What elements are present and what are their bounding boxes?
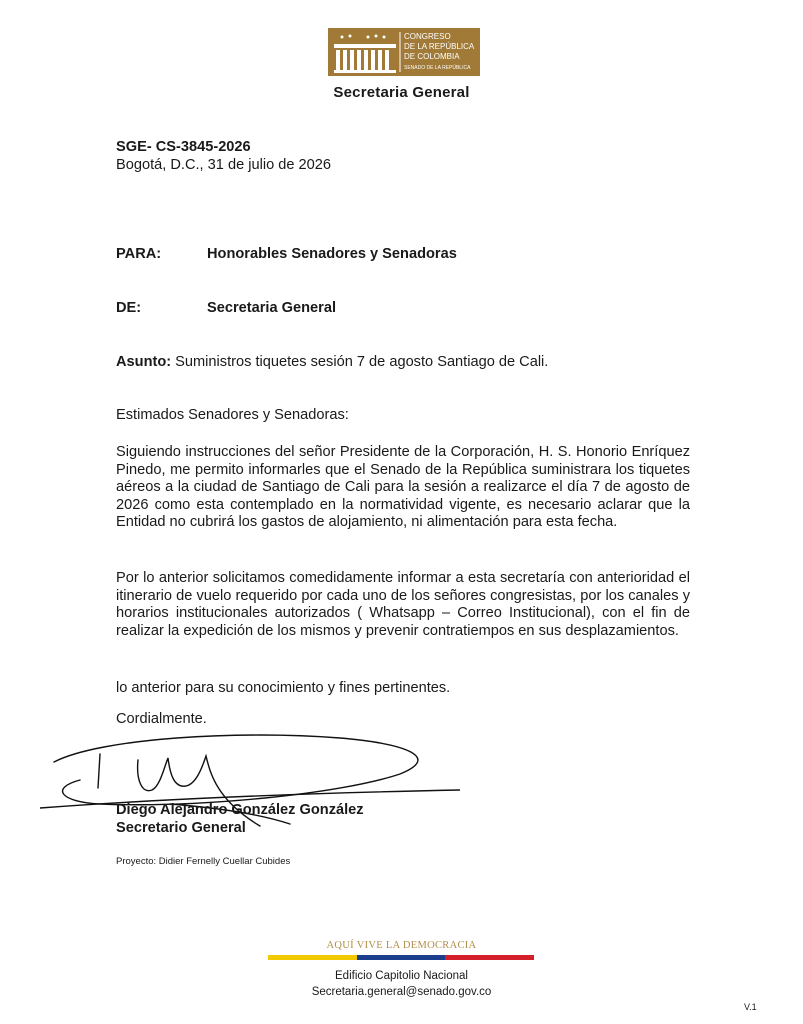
logo-line-2: DE LA REPÚBLICA: [404, 42, 475, 51]
subject-label: Asunto:: [116, 354, 172, 370]
handwritten-signature: [40, 728, 460, 838]
flag-stripe: [268, 955, 534, 960]
version-label: V.1: [744, 1002, 757, 1012]
paragraph-3: lo anterior para su conocimiento y fines pertinentes.: [116, 680, 451, 696]
flag-red: [445, 955, 534, 960]
congress-logo: [328, 28, 480, 76]
paragraph-2: Por lo anterior solicitamos comedidamente informar a esta secretaría con anterioridad el itinerario de vuelo requerido por cada uno de los señores congresistas, por los canales y horarios institucionales autorizados ( Whatsapp – Correo Institucional), con el fin de realizar la expedición de los mismos y prevenir contratiempos en sus desplazamientos.: [116, 570, 690, 639]
signer-title: Secretario General: [116, 820, 246, 836]
to-value: Honorables Senadores y Senadoras: [207, 246, 457, 262]
footer-address: Edificio Capitolio Nacional: [335, 970, 468, 982]
from-value: Secretaria General: [207, 300, 336, 316]
logo-line-4: SENADO DE LA REPÚBLICA: [404, 65, 471, 71]
footer-slogan: AQUÍ VIVE LA DEMOCRACIA: [326, 940, 477, 951]
reference-number: SGE- CS-3845-2026: [116, 139, 251, 155]
flag-yellow: [268, 955, 357, 960]
signer-name: Diego Alejandro González González: [116, 802, 364, 818]
from-label: DE:: [116, 300, 142, 316]
logo-line-3: DE COLOMBIA: [404, 52, 460, 61]
place-date: Bogotá, D.C., 31 de julio de 2026: [116, 157, 332, 173]
paragraph-1: Siguiendo instrucciones del señor Presidente de la Corporación, H. S. Honorio Enríquez Pinedo, me permito informarles que el Senado de la República suministrara los tiquetes aéreos a la ciudad de Santiago de Cali para la sesión a realizarce el día 7 de agosto de 2026 como esta contemplado en la normatividad vigente, es necesario aclarar que la Entidad no cubrirá los gastos de alojamiento, ni alimentación para esta fecha.: [116, 444, 690, 530]
to-label: PARA:: [116, 246, 162, 262]
subject-line: [116, 354, 548, 372]
greeting: Estimados Senadores y Senadoras:: [116, 407, 349, 423]
project-by: Proyecto: Didier Fernelly Cuellar Cubides: [116, 856, 291, 867]
department-title: Secretaria General: [333, 84, 470, 101]
subject-value: Suministros tiquetes sesión 7 de agosto Santiago de Cali.: [171, 354, 549, 370]
logo-line-1: CONGRESO: [404, 32, 451, 41]
closing: Cordialmente.: [116, 711, 207, 727]
footer-email: Secretaria.general@senado.gov.co: [311, 986, 492, 998]
flag-blue: [357, 955, 446, 960]
